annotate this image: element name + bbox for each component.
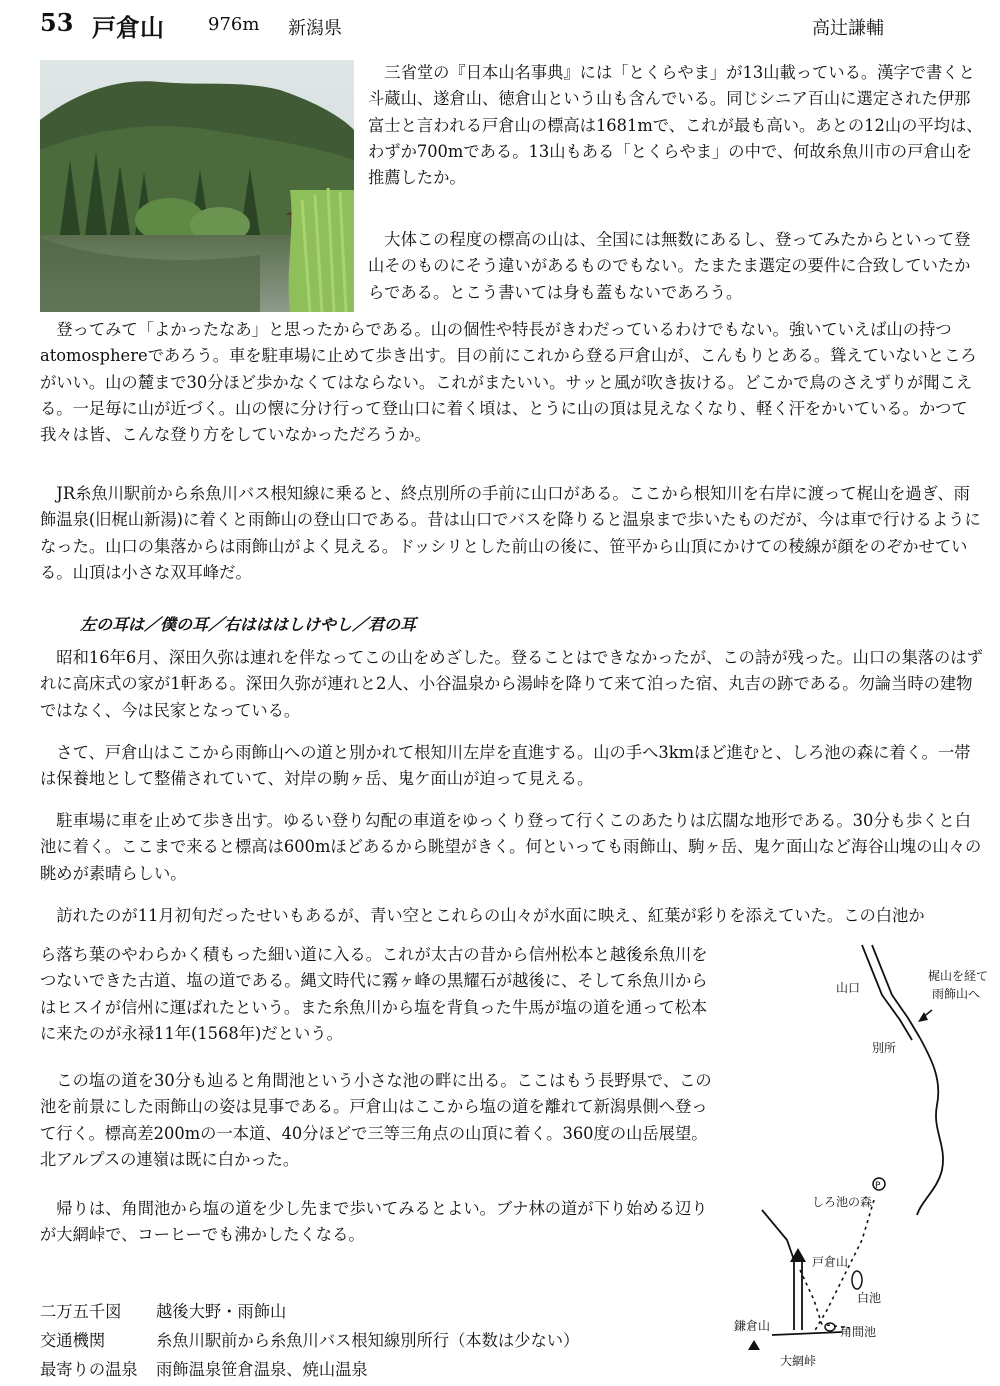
paragraph-4: JR糸魚川駅前から糸魚川バス根知線に乗ると、終点別所の手前に山口がある。ここから根知川を右岸に渡って梶山を過ぎ、雨飾温泉(旧梶山新湯)に着くと雨飾山の登山口である。昔は山口でバスを降りると温泉まで歩いたものだが、今は車で行けるようになった。山口の集落からは雨飾山がよく見える。ドッシリとした前山の後に、笹平から山頂にかけての稜線が顔をのぞかせている。山頂は小さな双耳峰だ。 [40,484,981,582]
parking-icon: P [875,1181,881,1191]
paragraph-9: この塩の道を30分も辿ると角間池という小さな池の畔に出る。ここはもう長野県で、この池を前景にした雨飾山の姿は見事である。戸倉山はここから塩の道を離れて新潟県側へ登って行く。標高差200mの一本道、40分ほどで三等三角点の山頂に着く。360度の山岳展望。北アルプスの連嶺は既に白かった。 [40,1071,712,1169]
info-footer [40,1297,579,1384]
author-name: 高辻謙輔 [812,18,884,39]
map-label-yamaguchi: 山口 [836,981,861,995]
paragraph-3: 登ってみて「よかったなあ」と思ったからである。山の個性や特長がきわだっているわけでもない。強いていえば山の持つatomosphereであろう。車を駐車場に止めて歩き出す。目の前にこれから登る戸倉山が、こんもりとある。聳えていないところがいい。山の麓まで30分ほど歩かなくてはならない。これがまたいい。サッと風が吹き抜ける。どこかで鳥のさえずりが聞こえる。一足毎に山が近づく。山の懐に分け行って登山口に着く頃は、とうに山の頂は見えなくなり、軽く汗をかいている。かつて我々は皆、こんな登り方をしていなかっただろうか。 [40,320,977,445]
transport-row [40,1326,579,1355]
map-label-oami: 大網峠 [780,1354,817,1368]
onsen-value: 雨飾温泉笹倉温泉、焼山温泉 [156,1360,368,1379]
trail-line [800,1270,822,1325]
prefecture: 新潟県 [288,18,342,39]
road-line [762,1210,794,1260]
pond-icon [825,1323,835,1331]
map-label-tokurayama: 戸倉山 [812,1255,849,1269]
route-map [732,940,994,1380]
map-label-kamakurayama: 鎌倉山 [734,1319,771,1333]
paragraph-1: 三省堂の『日本山名事典』には「とくらやま」が13山載っている。漢字で書くと斗蔵山、遂倉山、徳倉山という山も含んでいる。同じシニア百山に選定された伊那富士と言われる戸倉山の標高は1681mで、これが最も高い。あとの12山の平均は、わずか700mである。13山もある「とくらやま」の中で、何故糸魚川市の戸倉山を推薦したか。 [368,63,983,188]
paragraph-10: 帰りは、角間池から塩の道を少し先まで歩いてみるとよい。ブナ林の道が下り始める辺りが大網峠で、コーヒーでも沸かしたくなる。 [40,1199,708,1245]
topo-map-value: 越後大野・雨飾山 [156,1302,287,1321]
mountain-photo [40,60,354,312]
transport-label: 交通機関 [40,1331,106,1350]
paragraph-2: 大体この程度の標高の山は、全国には無数にあるし、登ってみたからといって登山そのものにそう違いがあるものでもない。たまたま選定の要件に合致していたからである。とこう書いては身も蓋もないであろう。 [368,230,971,302]
map-label-shiroike: 白池 [857,1291,882,1305]
map-label-to-amakazari-2: 雨飾山へ [932,987,981,1001]
paragraph-7: 駐車場に車を止めて歩き出す。ゆるい登り勾配の車道をゆっくり登って行くこのあたりは広闊な地形である。30分も歩くと白池に着く。ここまで来ると標高は600mほどあるから眺望がきく。何といっても雨飾山、駒ヶ岳、鬼ケ面山など海谷山塊の山々の眺めが素晴らしい。 [40,811,982,883]
mountain-name: 戸倉山 [92,13,164,42]
paragraph-8-start: 訪れたのが11月初旬だったせいもあるが、青い空とこれらの山々が水面に映え、紅葉が彩りを添えていた。この白池か [56,906,925,925]
page-header [40,8,970,44]
paragraph-6: さて、戸倉山はここから雨飾山への道と別かれて根知川左岸を直進する。山の手へ3kmほど進むと、しろ池の森に着く。一帯は保養地として整備されていて、対岸の駒ヶ岳、鬼ケ面山が迫って見える。 [40,743,971,789]
road-line [872,945,920,1038]
elevation: 976m [208,14,260,35]
paragraph-5: 昭和16年6月、深田久弥は連れを伴なってこの山をめざした。登ることはできなかったが、この詩が残った。山口の集落のはずれに高床式の家が1軒ある。深田久弥が連れと2人、小谷温泉から湯峠を降りて来て泊った宿、丸吉の跡である。勿論当時の建物ではなく、今は民家となっている。 [40,648,983,720]
road-line [772,1332,842,1335]
map-label-to-amakazari-1: 梶山を経て [928,969,989,983]
map-label-bessho: 別所 [872,1041,897,1055]
entry-number: 53 [40,8,74,37]
pond-icon [852,1271,862,1289]
onsen-row [40,1355,579,1384]
map-label-shiroike-mori: しろ池の森 [812,1195,873,1209]
topo-map-row [40,1297,579,1326]
onsen-label: 最寄りの温泉 [40,1360,138,1379]
map-label-kamaike: 角間池 [840,1325,877,1339]
paragraph-8-continued: ら落ち葉のやわらかく積もった細い道に入る。これが太古の昔から信州松本と越後糸魚川をつないできた古道、塩の道である。縄文時代に霧ヶ峰の黒耀石が越後に、そして糸魚川からはヒスイが信州に運ばれたという。また糸魚川から塩を背負った牛馬が塩の道を通って松本に来たのが永禄11年(1568年)だという。 [40,945,708,1043]
topo-map-label: 二万五千図 [40,1302,122,1321]
poem-line: 左の耳は／僕の耳／右はははしけやし／君の耳 [80,615,417,634]
peak-icon [748,1340,760,1350]
river-line [917,1038,943,1215]
road-line [862,945,912,1040]
transport-value: 糸魚川駅前から糸魚川バス根知線別所行（本数は少ない） [156,1331,580,1350]
